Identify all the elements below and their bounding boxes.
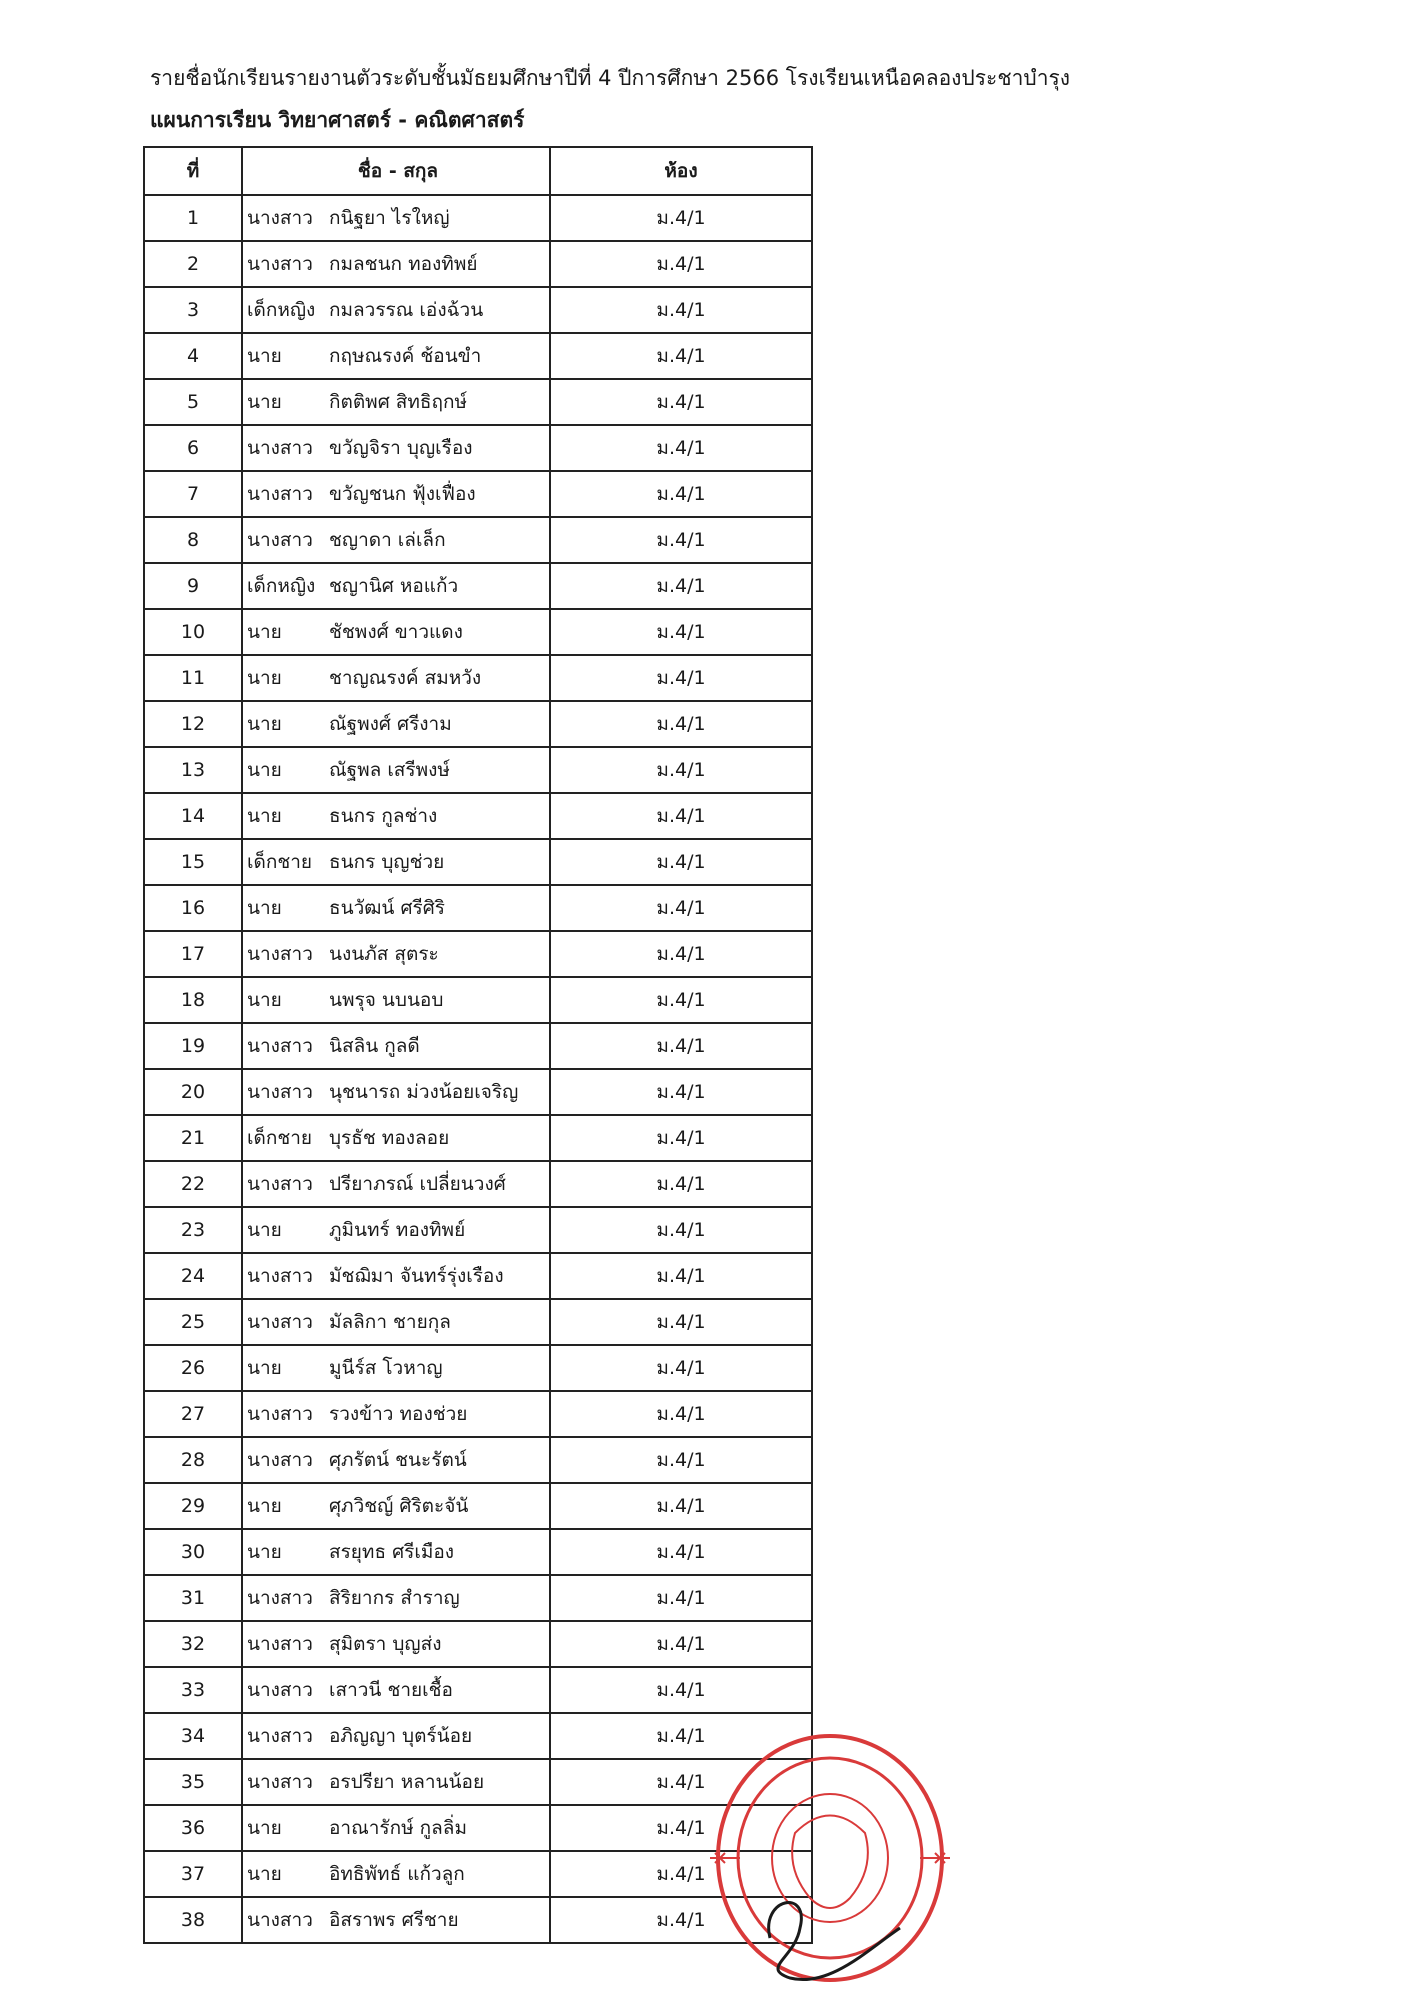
student-name: กมลชนก ทองทิพย์	[329, 253, 478, 275]
room-cell: ม.4/1	[550, 1851, 812, 1897]
student-name: ธนกร กูลช่าง	[329, 805, 438, 827]
student-name-cell	[242, 1575, 550, 1621]
student-name: กิตติพศ สิทธิฤกษ์	[329, 391, 468, 413]
student-name: รวงข้าว ทองช่วย	[329, 1403, 468, 1425]
student-name: สรยุทธ ศรีเมือง	[329, 1541, 455, 1563]
table-row	[144, 1529, 812, 1575]
row-number: 22	[144, 1161, 242, 1207]
name-prefix: นางสาว	[247, 1725, 313, 1747]
student-name: ชญานิศ หอแก้ว	[329, 575, 459, 597]
name-prefix: นางสาว	[247, 1403, 313, 1425]
name-prefix: นางสาว	[247, 207, 313, 229]
student-name-cell	[242, 885, 550, 931]
room-cell: ม.4/1	[550, 471, 812, 517]
table-row	[144, 333, 812, 379]
student-name-cell	[242, 839, 550, 885]
student-name-cell	[242, 931, 550, 977]
room-cell: ม.4/1	[550, 609, 812, 655]
room-cell: ม.4/1	[550, 195, 812, 241]
row-number: 6	[144, 425, 242, 471]
name-prefix: เด็กชาย	[247, 1127, 313, 1149]
table-row	[144, 1575, 812, 1621]
table-row	[144, 1483, 812, 1529]
name-prefix: นางสาว	[247, 1587, 313, 1609]
row-number: 28	[144, 1437, 242, 1483]
table-row	[144, 563, 812, 609]
student-name: อาณารักษ์ กูลลิ่ม	[329, 1817, 467, 1839]
student-name: ณัฐพล เสรีพงษ์	[329, 759, 450, 781]
row-number: 3	[144, 287, 242, 333]
table-body	[144, 195, 812, 1943]
room-cell: ม.4/1	[550, 655, 812, 701]
student-name-cell	[242, 287, 550, 333]
room-cell: ม.4/1	[550, 1345, 812, 1391]
student-name-cell	[242, 977, 550, 1023]
row-number: 25	[144, 1299, 242, 1345]
student-name: มัชฌิมา จันทร์รุ่งเรือง	[329, 1265, 504, 1287]
name-prefix: นาย	[247, 897, 282, 919]
table-row	[144, 609, 812, 655]
table-row	[144, 1069, 812, 1115]
room-cell: ม.4/1	[550, 1023, 812, 1069]
student-name: ศุภวิชญ์ ศิริตะจันั	[329, 1495, 469, 1517]
row-number: 4	[144, 333, 242, 379]
table-row	[144, 517, 812, 563]
row-number: 23	[144, 1207, 242, 1253]
table-row	[144, 471, 812, 517]
name-prefix: นาย	[247, 1219, 282, 1241]
table-row	[144, 1621, 812, 1667]
table-row	[144, 931, 812, 977]
room-cell: ม.4/1	[550, 333, 812, 379]
row-number: 36	[144, 1805, 242, 1851]
row-number: 19	[144, 1023, 242, 1069]
student-table	[143, 146, 813, 1944]
page-title: รายชื่อนักเรียนรายงานตัวระดับชั้นมัธยมศึกษาปีที่ 4 ปีการศึกษา 2566 โรงเรียนเหนือคลองประชาบำรุง	[150, 66, 1071, 90]
table-row	[144, 1023, 812, 1069]
room-cell: ม.4/1	[550, 563, 812, 609]
student-name-cell	[242, 701, 550, 747]
student-name: สิริยากร สำราญ	[329, 1587, 460, 1609]
header-name: ชื่อ - สกุล	[242, 147, 550, 195]
name-prefix: นาย	[247, 759, 282, 781]
room-cell: ม.4/1	[550, 1391, 812, 1437]
room-cell: ม.4/1	[550, 1161, 812, 1207]
table-row	[144, 1345, 812, 1391]
name-prefix: นาย	[247, 713, 282, 735]
room-cell: ม.4/1	[550, 1667, 812, 1713]
student-name-cell	[242, 1667, 550, 1713]
table-row	[144, 885, 812, 931]
name-prefix: เด็กหญิง	[247, 575, 316, 597]
table-row	[144, 1667, 812, 1713]
row-number: 32	[144, 1621, 242, 1667]
student-name: บุรธัช ทองลอย	[329, 1127, 450, 1149]
student-name-cell	[242, 1069, 550, 1115]
student-name: อรปรียา หลานน้อย	[329, 1771, 485, 1793]
student-name-cell	[242, 1713, 550, 1759]
row-number: 35	[144, 1759, 242, 1805]
student-name-cell	[242, 793, 550, 839]
student-name: สุมิตรา บุญส่ง	[329, 1633, 442, 1655]
row-number: 26	[144, 1345, 242, 1391]
row-number: 24	[144, 1253, 242, 1299]
room-cell: ม.4/1	[550, 977, 812, 1023]
student-name-cell	[242, 1345, 550, 1391]
name-prefix: นาย	[247, 345, 282, 367]
row-number: 11	[144, 655, 242, 701]
student-name-cell	[242, 425, 550, 471]
name-prefix: นางสาว	[247, 1311, 313, 1333]
table-row	[144, 1391, 812, 1437]
student-name: นงนภัส สุตระ	[329, 943, 439, 965]
name-prefix: นาย	[247, 805, 282, 827]
student-name-cell	[242, 1621, 550, 1667]
student-name: อิทธิพัทธ์ แก้วลูก	[329, 1863, 465, 1885]
room-cell: ม.4/1	[550, 1897, 812, 1943]
row-number: 16	[144, 885, 242, 931]
student-name: นุชนารถ ม่วงน้อยเจริญ	[329, 1081, 519, 1103]
student-name-cell	[242, 333, 550, 379]
room-cell: ม.4/1	[550, 1713, 812, 1759]
name-prefix: นางสาว	[247, 1265, 313, 1287]
row-number: 31	[144, 1575, 242, 1621]
name-prefix: นางสาว	[247, 483, 313, 505]
table-row	[144, 1115, 812, 1161]
student-name: ชญาดา เล่เล็ก	[329, 529, 446, 551]
name-prefix: นางสาว	[247, 943, 313, 965]
name-prefix: นาย	[247, 667, 282, 689]
student-name-cell	[242, 1851, 550, 1897]
student-name-cell	[242, 609, 550, 655]
row-number: 33	[144, 1667, 242, 1713]
student-name: อภิญญา บุตร์น้อย	[329, 1725, 473, 1747]
table-row	[144, 977, 812, 1023]
name-prefix: นาย	[247, 621, 282, 643]
row-number: 17	[144, 931, 242, 977]
room-cell: ม.4/1	[550, 1621, 812, 1667]
table-row	[144, 1207, 812, 1253]
student-name-cell	[242, 1483, 550, 1529]
row-number: 18	[144, 977, 242, 1023]
student-name: ขวัญชนก ฟุ้งเฟื่อง	[329, 483, 476, 505]
room-cell: ม.4/1	[550, 701, 812, 747]
student-name-cell	[242, 1759, 550, 1805]
table-row	[144, 1299, 812, 1345]
name-prefix: นางสาว	[247, 1909, 313, 1931]
room-cell: ม.4/1	[550, 1529, 812, 1575]
student-name: นพรุจ นบนอบ	[329, 989, 444, 1011]
student-name-cell	[242, 1391, 550, 1437]
table-row	[144, 1437, 812, 1483]
student-name-cell	[242, 1161, 550, 1207]
row-number: 2	[144, 241, 242, 287]
row-number: 38	[144, 1897, 242, 1943]
student-name-cell	[242, 471, 550, 517]
student-name-cell	[242, 563, 550, 609]
student-name: นิสลิน กูลดี	[329, 1035, 420, 1057]
row-number: 9	[144, 563, 242, 609]
room-cell: ม.4/1	[550, 287, 812, 333]
page-subtitle: แผนการเรียน วิทยาศาสตร์ - คณิตศาสตร์	[150, 108, 525, 132]
table-row	[144, 793, 812, 839]
room-cell: ม.4/1	[550, 517, 812, 563]
student-name: อิสราพร ศรีชาย	[329, 1909, 459, 1931]
room-cell: ม.4/1	[550, 425, 812, 471]
room-cell: ม.4/1	[550, 931, 812, 977]
name-prefix: นาย	[247, 1541, 282, 1563]
table-row	[144, 1253, 812, 1299]
table-row	[144, 839, 812, 885]
row-number: 21	[144, 1115, 242, 1161]
table-row	[144, 701, 812, 747]
student-name-cell	[242, 517, 550, 563]
row-number: 8	[144, 517, 242, 563]
name-prefix: นางสาว	[247, 1035, 313, 1057]
row-number: 27	[144, 1391, 242, 1437]
room-cell: ม.4/1	[550, 1759, 812, 1805]
room-cell: ม.4/1	[550, 885, 812, 931]
row-number: 13	[144, 747, 242, 793]
student-name-cell	[242, 1115, 550, 1161]
name-prefix: เด็กหญิง	[247, 299, 316, 321]
table-row	[144, 655, 812, 701]
student-name: มัลลิกา ชายกุล	[329, 1311, 451, 1333]
row-number: 12	[144, 701, 242, 747]
room-cell: ม.4/1	[550, 1805, 812, 1851]
table-row	[144, 379, 812, 425]
student-name: ปรียาภรณ์ เปลี่ยนวงศ์	[329, 1173, 506, 1195]
student-name-cell	[242, 1805, 550, 1851]
name-prefix: นางสาว	[247, 1633, 313, 1655]
room-cell: ม.4/1	[550, 241, 812, 287]
room-cell: ม.4/1	[550, 1299, 812, 1345]
table-row	[144, 747, 812, 793]
student-name-cell	[242, 655, 550, 701]
room-cell: ม.4/1	[550, 1437, 812, 1483]
header-no: ที่	[144, 147, 242, 195]
room-cell: ม.4/1	[550, 839, 812, 885]
student-name: เสาวนี ชายเชื้อ	[329, 1679, 453, 1701]
name-prefix: นางสาว	[247, 1679, 313, 1701]
row-number: 1	[144, 195, 242, 241]
name-prefix: นาย	[247, 1495, 282, 1517]
student-name: กฤษณรงค์ ช้อนขำ	[329, 345, 482, 367]
row-number: 14	[144, 793, 242, 839]
row-number: 34	[144, 1713, 242, 1759]
table-header-row	[144, 147, 812, 195]
name-prefix: นางสาว	[247, 529, 313, 551]
name-prefix: นางสาว	[247, 253, 313, 275]
student-name-cell	[242, 1023, 550, 1069]
student-name: ธนกร บุญช่วย	[329, 851, 445, 873]
name-prefix: นาย	[247, 391, 282, 413]
name-prefix: นางสาว	[247, 1771, 313, 1793]
student-name-cell	[242, 1299, 550, 1345]
row-number: 30	[144, 1529, 242, 1575]
room-cell: ม.4/1	[550, 747, 812, 793]
student-name: ขวัญจิรา บุญเรือง	[329, 437, 473, 459]
room-cell: ม.4/1	[550, 1069, 812, 1115]
student-name-cell	[242, 1207, 550, 1253]
room-cell: ม.4/1	[550, 379, 812, 425]
name-prefix: นางสาว	[247, 1173, 313, 1195]
name-prefix: นาย	[247, 1357, 282, 1379]
room-cell: ม.4/1	[550, 1483, 812, 1529]
student-name-cell	[242, 1529, 550, 1575]
room-cell: ม.4/1	[550, 1575, 812, 1621]
student-name: มูนีร์ส โวหาญ	[329, 1357, 443, 1379]
student-name: ชาญณรงค์ สมหวัง	[329, 667, 482, 689]
student-name-cell	[242, 241, 550, 287]
row-number: 15	[144, 839, 242, 885]
row-number: 7	[144, 471, 242, 517]
name-prefix: นาย	[247, 1863, 282, 1885]
student-name: ธนวัฒน์ ศรีศิริ	[329, 897, 445, 919]
row-number: 5	[144, 379, 242, 425]
name-prefix: นางสาว	[247, 1449, 313, 1471]
table-row	[144, 195, 812, 241]
header-room: ห้อง	[550, 147, 812, 195]
name-prefix: นาย	[247, 989, 282, 1011]
official-seal	[700, 1728, 960, 2008]
student-name-cell	[242, 1437, 550, 1483]
row-number: 37	[144, 1851, 242, 1897]
room-cell: ม.4/1	[550, 1207, 812, 1253]
table-row	[144, 287, 812, 333]
student-name: ชัชพงศ์ ขาวแดง	[329, 621, 463, 643]
student-name: ภูมินทร์ ทองทิพย์	[329, 1219, 466, 1241]
name-prefix: นางสาว	[247, 437, 313, 459]
table-row	[144, 425, 812, 471]
student-name: ศุภรัตน์ ชนะรัตน์	[329, 1449, 467, 1471]
student-name: ณัฐพงศ์ ศรีงาม	[329, 713, 452, 735]
room-cell: ม.4/1	[550, 1253, 812, 1299]
student-name-cell	[242, 379, 550, 425]
name-prefix: นาย	[247, 1817, 282, 1839]
room-cell: ม.4/1	[550, 793, 812, 839]
student-name-cell	[242, 1897, 550, 1943]
row-number: 20	[144, 1069, 242, 1115]
student-name-cell	[242, 747, 550, 793]
row-number: 10	[144, 609, 242, 655]
room-cell: ม.4/1	[550, 1115, 812, 1161]
table-row	[144, 241, 812, 287]
student-name-cell	[242, 195, 550, 241]
student-name-cell	[242, 1253, 550, 1299]
name-prefix: นางสาว	[247, 1081, 313, 1103]
student-name: กนิฐยา ไรใหญ่	[329, 207, 450, 229]
table-row	[144, 1161, 812, 1207]
name-prefix: เด็กชาย	[247, 851, 313, 873]
row-number: 29	[144, 1483, 242, 1529]
student-name: กมลวรรณ เอ่งฉ้วน	[329, 299, 484, 321]
